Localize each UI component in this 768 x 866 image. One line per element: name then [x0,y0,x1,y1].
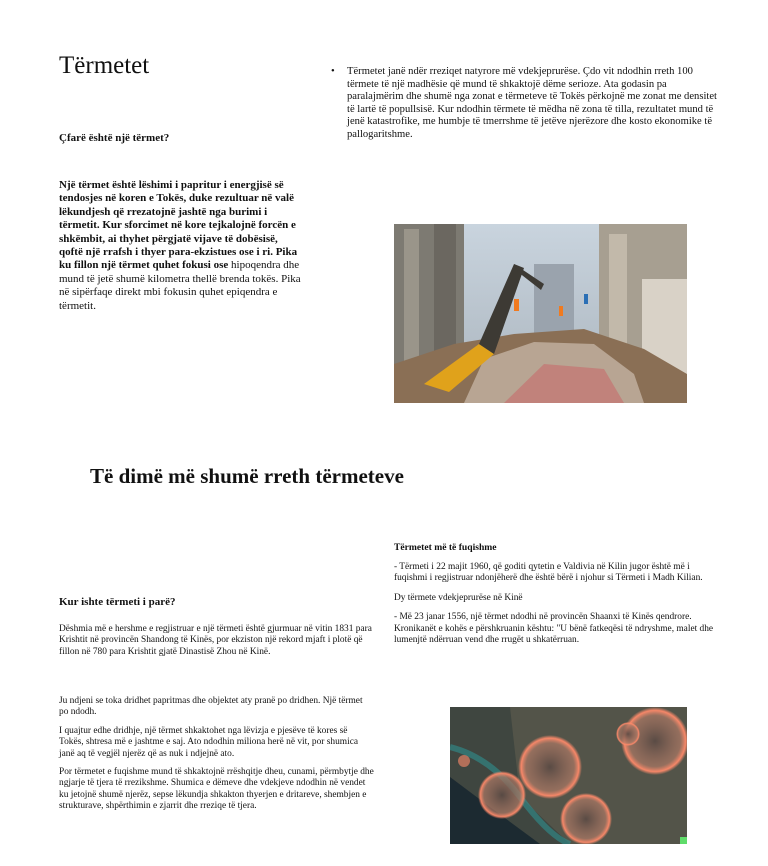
strongest-quakes-column [394,542,714,654]
crust-paragraph: I quajtur edhe dridhje, një tërmet shkaktohet nga lëvizja e pjesëve të kores së Tokës, shtresa më e jashtme e saj. Ato ndodhin miliona herë në vit, por shumica janë aq të vegjël njerëz që as nuk i ndjejnë ato. [59,726,359,759]
bullet-dot: • [331,66,335,77]
china-quakes-heading: Dy tërmete vdekjeprurëse në Kinë [394,592,523,603]
intro-regular-text: hipoqendra dhe mund të jetë shumë kilometra thellë brenda tokës. Pika në sipërfaqe direkt mbi fokusin quhet epiqendra e tërmetit. [59,259,301,312]
intro-bold-text: Një tërmet është lëshimi i papritur i energjisë së tendosjes në koren e Tokës, duke rezultuar në valë lëkundjesh që rrezatojnë jashtë nga burimi i tërmetit. Kur sforcimet në kore tejkalojnë forcën e shkëmbit, ai thyhet përgjatë vijave të dobësisë, qoftë një rrafsh i thyer para-ekzistues ose i ri. Pika ku fillon një tërmet quhet fokusi ose [59,179,298,272]
shaanxi-quake-paragraph: - Më 23 janar 1556, një tërmet ndodhi në provincën Shaanxi të Kinës qendrore. Kronikanët e kohës e përshkruanin kështu: "U bënë fatkeqësi të ndryshme, malet dhe lumenjtë ndërruan vend dhe rrugët u shkatërruan. [394,612,714,646]
page-title: Tërmetet [59,52,150,79]
seismic-map-image [450,707,687,844]
question-heading-what: Çfarë është një tërmet? [59,132,170,144]
shaking-paragraph: Ju ndjeni se toka dridhet papritmas dhe objektet aty pranë po dridhen. Një tërmet po ndodh. [59,696,363,718]
dangers-paragraph: Por tërmetet e fuqishme mund të shkaktojnë rrëshqitje dheu, cunami, përmbytje dhe ngjarje të tjera të rrezikshme. Shumica e dëmeve dhe vdekjeve ndodhin në vendet ku jetojnë shumë njerëz, sepse lëkundja shkakton thyerjen e dritareve, shembjen e strukturave, shpërthimin e zjarrit dhe rreziqe të tjera. [59,767,374,812]
earthquake-rubble-image [394,224,687,403]
section-subtitle: Të dimë më shumë rreth tërmeteve [90,464,404,488]
seismic-rings-map [450,707,687,844]
bullet-item [331,66,719,142]
question-heading-first: Kur ishte tërmeti i parë? [59,596,176,608]
chile-quake-paragraph: - Tërmeti i 22 majit 1960, që goditi qytetin e Valdivia në Kilin jugor është më i fuqishmi i regjistruar ndonjëherë dhe është bërë i njohur si Tërmeti i Madh Kilian. [394,562,703,584]
bullet-text: Tërmetet janë ndër rreziqet natyrore më vdekjeprurëse. Çdo vit ndodhin rreth 100 tërmete të një madhësie që mund të shkaktojë dëme serioze. Ata godasin pa paralajmërim dhe shumë nga zonat e tërmeteve të Tokës përkojnë me zonat me densitet të lartë të popullsisë. Kur ndodhin tërmete të mëdha në zona të tilla, rezultatet mund të jenë katastrofike, me humbje të tmerrshme të jetëve njerëzore dhe kosto ekonomike të pallogaritshme. [347,66,717,140]
strongest-heading: Tërmetet më të fuqishme [394,542,497,553]
earthquake-rubble-photo [394,224,687,403]
first-quake-paragraph: Dëshmia më e hershme e regjistruar e një tërmeti është gjurmuar në vitin 1831 para Krishtit në provincën Shandong të Kinës, por ekziston një rekord mjaft i plotë që fillon në 780 para Krishtit gjatë Dinastisë Zhou në Kinë. [59,624,372,657]
intro-paragraph [59,179,304,313]
